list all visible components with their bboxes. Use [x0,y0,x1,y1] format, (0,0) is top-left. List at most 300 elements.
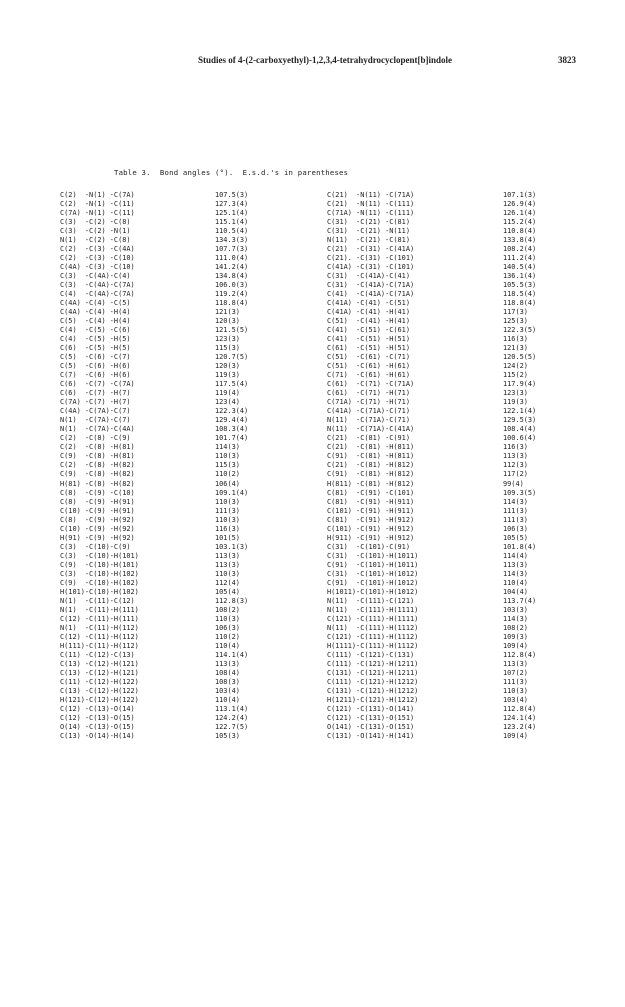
angle-value-right: 126.9(4) [503,200,537,209]
angle-value-right: 109.3(5) [503,488,537,497]
table-row [0,272,625,281]
table-row [0,398,625,407]
angle-label-right: C(71A) -C(71) -H(71) [327,398,410,407]
angle-value-left: 107.5(3) [215,191,249,199]
angle-value-left: 127.3(4) [215,200,249,209]
angle-label-right: H(1211)-C(121)-H(1212) [327,695,419,704]
angle-label-right: C(81) -C(91) -H(911) [327,497,415,506]
angle-label-right: N(11) -C(71A)-C(71) [327,416,410,425]
angle-label-left: C(6) -C(7) -H(7) [60,389,131,398]
angle-value-left: 116(3) [215,524,240,533]
angle-value-right: 115(2) [503,371,528,380]
table-row [0,642,625,651]
angle-value-right: 124.1(4) [503,713,537,722]
angle-value-right: 116(3) [503,443,528,452]
angle-label-left: C(4) -C(5) -H(5) [60,335,131,344]
angle-label-left: C(11) -C(12)-H(122) [60,677,139,686]
angle-value-right: 116(3) [503,335,528,344]
angle-label-left: C(12) -C(13)-O(14) [60,704,135,713]
angle-label-right: C(31) -C(41A)-C(41) [327,272,410,281]
angle-value-right: 107(2) [503,668,528,677]
angle-value-left: 129.4(4) [215,416,249,425]
angle-value-left: 114(3) [215,443,240,452]
table-row [0,335,625,344]
table-row [0,507,625,516]
angle-label-left: C(5) -C(4) -H(4) [60,317,131,326]
table-row [0,209,625,218]
angle-label-right: C(31) -C(101)-C(91) [327,542,410,551]
angle-value-right: 117(3) [503,308,528,317]
table-row [0,389,625,398]
table-row [0,281,625,290]
angle-label-right: C(51) -C(41) -H(41) [327,317,410,326]
angle-label-right: C(41) -C(51) -C(61) [327,326,410,335]
table-row [0,579,625,588]
angle-value-right: 118.8(4) [503,299,537,308]
angle-value-right: 122.1(4) [503,407,537,416]
angle-label-left: C(8) -C(9) -H(92) [60,515,135,524]
angle-value-right: 113(3) [503,560,528,569]
angle-value-left: 134.8(4) [215,272,249,281]
angle-value-left: 112.8(3) [215,596,249,605]
angle-value-left: 110(3) [215,515,240,524]
angle-value-left: 101(5) [215,533,240,542]
angle-label-right: C(21) -N(11) -C(71A) [327,191,415,199]
angle-label-right: C(121) -C(111)-H(1111) [327,614,419,623]
angle-value-right: 105.5(3) [503,281,537,290]
angle-value-left: 103.1(3) [215,542,249,551]
angle-label-left: C(3) -C(10)-H(102) [60,569,139,578]
angle-value-right: 110(3) [503,686,528,695]
angle-label-right: C(121) -C(111)-H(1112) [327,632,419,641]
angle-value-right: 124(2) [503,362,528,371]
angle-value-left: 120(3) [215,362,240,371]
angle-value-left: 115(3) [215,461,240,470]
table-row [0,534,625,543]
angle-label-right: C(121) -C(131)-O(141) [327,704,415,713]
table-row [0,597,625,606]
angle-value-left: 111(3) [215,506,240,515]
angle-label-left: C(2) -C(3) -C(10) [60,254,135,263]
running-title: Studies of 4-(2-carboxyethyl)-1,2,3,4-tetrahydrocyclopent[b]indole [198,55,453,65]
angle-value-right: 99(4) [503,479,524,488]
table-row [0,191,625,200]
table-row [0,633,625,642]
angle-label-right: H(811) -C(81) -H(812) [327,479,415,488]
angle-value-left: 115.1(4) [215,218,249,227]
table-row [0,516,625,525]
angle-label-left: C(4A) -C(7A)-C(7) [60,407,131,416]
angle-value-right: 109(4) [503,731,528,740]
angle-label-left: C(2) -N(1) -C(7A) [60,191,135,199]
angle-label-right: C(31) -C(101)-H(1012) [327,569,419,578]
angle-value-left: 103(4) [215,686,240,695]
table-row [0,543,625,552]
angle-label-right: C(31) -C(21) -C(81) [327,218,410,227]
table-row [0,525,625,534]
table-row [0,344,625,353]
angle-value-left: 121.5(5) [215,326,249,335]
angle-label-left: C(2) -C(8) -H(82) [60,461,135,470]
table-row [0,732,625,741]
angle-value-left: 110(3) [215,569,240,578]
table-row [0,227,625,236]
table-row [0,588,625,597]
angle-label-right: C(101) -C(91) -H(911) [327,506,415,515]
angle-value-left: 119.2(4) [215,290,249,299]
angle-value-left: 106(3) [215,623,240,632]
angle-value-right: 101.8(4) [503,542,537,551]
angle-label-right: C(111) -C(121)-C(131) [327,650,415,659]
angle-value-left: 120(3) [215,317,240,326]
angle-value-right: 118.5(4) [503,290,537,299]
angle-value-right: 113(3) [503,452,528,461]
angle-label-left: C(2) -C(8) -H(81) [60,443,135,452]
angle-label-left: C(4) -C(4A)-C(7A) [60,290,135,299]
angle-value-right: 109(4) [503,641,528,650]
angle-label-left: C(13) -C(12)-H(122) [60,686,139,695]
angle-value-left: 108(4) [215,668,240,677]
angle-value-right: 121(3) [503,344,528,353]
angle-value-left: 112(4) [215,578,240,587]
table-row [0,723,625,732]
table-row [0,678,625,687]
table-row [0,480,625,489]
angle-label-right: C(91) -C(101)-H(1011) [327,560,419,569]
angle-value-left: 107.7(3) [215,245,249,254]
angle-label-right: C(21) -N(11) -C(111) [327,200,415,209]
angle-label-right: C(91) -C(81) -H(811) [327,452,415,461]
table-row [0,470,625,479]
angle-value-left: 113(3) [215,551,240,560]
angle-label-left: C(7) -C(6) -H(6) [60,371,131,380]
angle-value-right: 129.5(3) [503,416,537,425]
angle-label-left: C(5) -C(6) -H(6) [60,362,131,371]
table-row [0,263,625,272]
angle-value-right: 133.8(4) [503,236,537,245]
table-row [0,651,625,660]
angle-value-right: 123(3) [503,389,528,398]
angle-value-left: 105(4) [215,587,240,596]
angle-value-left: 134.3(3) [215,236,249,245]
table-row [0,236,625,245]
angle-value-left: 110(3) [215,452,240,461]
angle-label-right: C(41A) -C(31) -C(101) [327,263,415,272]
angle-label-right: C(21). -C(31) -C(101) [327,254,415,263]
angle-label-left: C(9) -C(10)-H(101) [60,560,139,569]
table-row [0,615,625,624]
angle-label-left: C(13) -C(12)-H(121) [60,659,139,668]
angle-label-right: C(31) -C(101)-H(1011) [327,551,419,560]
angle-label-left: C(2) -N(1) -C(11) [60,200,135,209]
table-row [0,416,625,425]
angle-value-left: 141.2(4) [215,263,249,272]
angle-label-left: C(9) -C(8) -H(81) [60,452,135,461]
table-row [0,407,625,416]
angle-label-left: C(13) -C(12)-H(121) [60,668,139,677]
angle-label-right: C(101) -C(91) -H(912) [327,524,415,533]
table-row [0,687,625,696]
angle-label-left: H(111)-C(11)-H(112) [60,641,139,650]
table-row [0,362,625,371]
angle-value-left: 109.1(4) [215,488,249,497]
angle-value-left: 125.1(4) [215,209,249,218]
angle-value-right: 108.4(4) [503,425,537,434]
angle-label-left: C(4A) -C(4) -C(5) [60,299,131,308]
angle-label-left: N(1) -C(2) -C(8) [60,236,131,245]
angle-label-left: N(1) -C(7A)-C(4A) [60,425,135,434]
angle-value-right: 114(3) [503,614,528,623]
angle-value-left: 117.5(4) [215,380,249,389]
page-number: 3823 [558,55,576,65]
angle-label-right: C(41A) -C(41) -H(41) [327,308,410,317]
angle-label-right: C(81) -C(91) -H(912) [327,515,415,524]
angle-label-left: H(101)-C(10)-H(102) [60,587,139,596]
table-row [0,705,625,714]
angle-value-left: 110(4) [215,641,240,650]
angle-label-right: C(51) -C(61) -H(61) [327,362,410,371]
angle-value-right: 125(3) [503,317,528,326]
angle-label-right: O(141) -C(131)-O(151) [327,722,415,731]
table-row [0,425,625,434]
angle-label-left: C(9) -C(8) -H(82) [60,470,135,479]
angle-label-right: C(41A) -C(41) -C(51) [327,299,410,308]
angle-label-left: C(12) -C(11)-H(111) [60,614,139,623]
table-row [0,561,625,570]
angle-label-left: C(8) -C(9) -H(91) [60,497,135,506]
angle-label-right: C(131) -C(121)-H(1211) [327,668,419,677]
angle-value-right: 100.6(4) [503,434,537,443]
table-row [0,380,625,389]
angle-label-right: C(41A) -C(71A)-C(71) [327,407,410,416]
table-row [0,308,625,317]
angle-label-left: C(3) -C(10)-H(101) [60,551,139,560]
angle-value-right: 104(4) [503,587,528,596]
angle-label-right: C(111) -C(121)-H(1211) [327,659,419,668]
angle-value-right: 114(4) [503,551,528,560]
angle-label-left: C(10) -C(9) -H(91) [60,506,135,515]
angle-label-right: C(131) -O(141)-H(141) [327,731,415,740]
angle-value-left: 110(2) [215,632,240,641]
table-row [0,452,625,461]
angle-value-left: 108.3(4) [215,425,249,434]
angle-label-right: N(11) -C(71A)-C(41A) [327,425,415,434]
table-caption: Table 3. Bond angles (°). E.s.d.'s in parentheses [114,168,349,177]
angle-label-right: H(1111)-C(111)-H(1112) [327,641,419,650]
angle-value-left: 110.5(4) [215,227,249,236]
angle-label-right: C(41) -C(41A)-C(71A) [327,290,415,299]
angle-label-left: N(1) -C(11)-H(112) [60,623,139,632]
angle-label-left: C(3) -C(4A)-C(7A) [60,281,135,290]
table-row [0,317,625,326]
angle-value-left: 114.1(4) [215,650,249,659]
angle-value-left: 115(3) [215,344,240,353]
angle-value-left: 113(3) [215,659,240,668]
angle-value-right: 108.2(4) [503,245,537,254]
angle-label-left: C(3) -C(10)-C(9) [60,542,131,551]
angle-label-right: C(41) -C(51) -H(51) [327,335,410,344]
angle-value-left: 105(3) [215,731,240,740]
angle-value-right: 136.1(4) [503,272,537,281]
angle-label-left: N(1) -C(11)-C(12) [60,596,135,605]
table-row [0,371,625,380]
angle-label-left: C(10) -C(9) -H(92) [60,524,135,533]
angle-value-right: 126.1(4) [503,209,537,218]
angle-value-right: 111(3) [503,515,528,524]
angle-label-left: C(4) -C(5) -C(6) [60,326,131,335]
table-row [0,489,625,498]
angle-label-right: C(51) -C(61) -C(71) [327,353,410,362]
angle-value-right: 115.2(4) [503,218,537,227]
angle-label-right: C(81) -C(91) -C(101) [327,488,415,497]
angle-label-right: C(21) -C(81) -H(811) [327,443,415,452]
angle-label-left: C(6) -C(5) -H(5) [60,344,131,353]
table-row [0,353,625,362]
angle-label-left: C(9) -C(10)-H(102) [60,578,139,587]
angle-label-left: N(1) -C(11)-H(111) [60,605,139,614]
angle-value-left: 120.7(5) [215,353,249,362]
angle-label-right: C(21) -C(31) -C(41A) [327,245,415,254]
angle-label-right: C(131) -C(121)-H(1212) [327,686,419,695]
angle-value-right: 106(3) [503,524,528,533]
angle-value-left: 108(3) [215,677,240,686]
angle-label-right: C(111) -C(121)-H(1212) [327,677,419,686]
angle-value-left: 123(3) [215,335,240,344]
angle-label-right: H(911) -C(91) -H(912) [327,533,415,542]
angle-label-left: C(4A) -C(4) -H(4) [60,308,131,317]
angle-label-right: C(31) -C(41A)-C(71A) [327,281,415,290]
angle-label-left: H(91) -C(9) -H(92) [60,533,135,542]
angle-label-right: N(11) -C(111)-H(1112) [327,623,419,632]
angle-value-left: 124.2(4) [215,713,249,722]
angle-label-right: C(61) -C(71) -C(71A) [327,380,415,389]
angle-label-left: O(14) -C(13)-O(15) [60,722,135,731]
angle-value-left: 122.7(5) [215,722,249,731]
angle-label-right: C(71A) -N(11) -C(111) [327,209,415,218]
table-row [0,218,625,227]
table-row [0,714,625,723]
angle-value-right: 110.8(4) [503,227,537,236]
angle-label-left: C(7A) -N(1) -C(11) [60,209,135,218]
angle-value-left: 106.0(3) [215,281,249,290]
angle-value-left: 106(4) [215,479,240,488]
angle-label-left: C(2) -C(3) -C(4A) [60,245,135,254]
table-row [0,254,625,263]
angle-label-left: C(3) -C(4A)-C(4) [60,272,131,281]
angle-value-right: 122.3(5) [503,326,537,335]
angle-label-right: N(11) -C(111)-C(121) [327,596,415,605]
angle-value-right: 113.7(4) [503,596,537,605]
angle-value-left: 113(3) [215,560,240,569]
angle-value-right: 103(3) [503,605,528,614]
table-row [0,200,625,209]
angle-value-right: 112.8(4) [503,650,537,659]
table-row [0,434,625,443]
angle-value-left: 110(3) [215,497,240,506]
table-row [0,624,625,633]
angle-value-left: 113.1(4) [215,704,249,713]
angle-label-right: C(61) -C(71) -H(71) [327,389,410,398]
angle-label-left: C(12) -C(13)-O(15) [60,713,135,722]
table-row [0,696,625,705]
angle-value-left: 118.8(4) [215,299,249,308]
angle-value-left: 108(2) [215,605,240,614]
angle-label-left: C(5) -C(6) -C(7) [60,353,131,362]
angle-label-right: N(11) -C(111)-H(1111) [327,605,419,614]
angle-value-right: 140.5(4) [503,263,537,272]
angle-label-left: C(8) -C(9) -C(10) [60,488,135,497]
angle-label-right: C(91) -C(101)-H(1012) [327,578,419,587]
angle-value-right: 111(3) [503,677,528,686]
angle-value-left: 110(2) [215,470,240,479]
angle-label-left: C(6) -C(7) -C(7A) [60,380,135,389]
angle-value-right: 114(3) [503,569,528,578]
angle-label-left: C(7A) -C(7) -H(7) [60,398,131,407]
angle-label-left: N(1) -C(7A)-C(7) [60,416,131,425]
angle-label-right: H(1011)-C(101)-H(1012) [327,587,419,596]
table-row [0,461,625,470]
angle-label-left: H(121)-C(12)-H(122) [60,695,139,704]
angle-value-right: 117.9(4) [503,380,537,389]
angle-label-right: C(61) -C(51) -H(51) [327,344,410,353]
angle-value-left: 121(3) [215,308,240,317]
angle-value-right: 113(3) [503,659,528,668]
angle-value-left: 119(4) [215,389,240,398]
table-row [0,290,625,299]
angle-label-right: C(91) -C(81) -H(812) [327,470,415,479]
angle-value-left: 119(3) [215,371,240,380]
angle-value-left: 110(3) [215,614,240,623]
angle-value-right: 114(3) [503,497,528,506]
angle-label-right: N(11) -C(21) -C(81) [327,236,410,245]
table-row [0,245,625,254]
table-row [0,498,625,507]
angle-value-right: 110(4) [503,578,528,587]
angle-value-right: 119(3) [503,398,528,407]
angle-value-right: 112.8(4) [503,704,537,713]
angle-label-right: C(21) -C(81) -C(91) [327,434,410,443]
table-row [0,326,625,335]
angle-label-right: C(121) -C(131)-O(151) [327,713,415,722]
angle-value-right: 111.2(4) [503,254,537,263]
angle-label-right: C(31) -C(21) -N(11) [327,227,410,236]
angle-label-right: C(71) -C(61) -H(61) [327,371,410,380]
angle-value-left: 101.7(4) [215,434,249,443]
angle-value-right: 108(2) [503,623,528,632]
table-row [0,570,625,579]
angle-value-left: 123(4) [215,398,240,407]
angle-label-left: C(2) -C(8) -C(9) [60,434,131,443]
angle-label-left: C(12) -C(11)-H(112) [60,632,139,641]
angle-value-right: 103(4) [503,695,528,704]
angle-value-right: 120.5(5) [503,353,537,362]
angle-value-left: 122.3(4) [215,407,249,416]
table-row [0,443,625,452]
angle-value-right: 111(3) [503,506,528,515]
angle-value-right: 107.1(3) [503,191,537,199]
table-row [0,299,625,308]
angle-label-left: C(3) -C(2) -C(8) [60,218,131,227]
angle-value-right: 123.2(4) [503,722,537,731]
bond-angle-table [0,191,625,741]
table-row [0,606,625,615]
table-row [0,669,625,678]
angle-label-left: H(81) -C(8) -H(82) [60,479,135,488]
angle-label-left: C(4A) -C(3) -C(10) [60,263,135,272]
angle-label-left: C(3) -C(2) -N(1) [60,227,131,236]
angle-value-right: 109(3) [503,632,528,641]
table-row [0,660,625,669]
